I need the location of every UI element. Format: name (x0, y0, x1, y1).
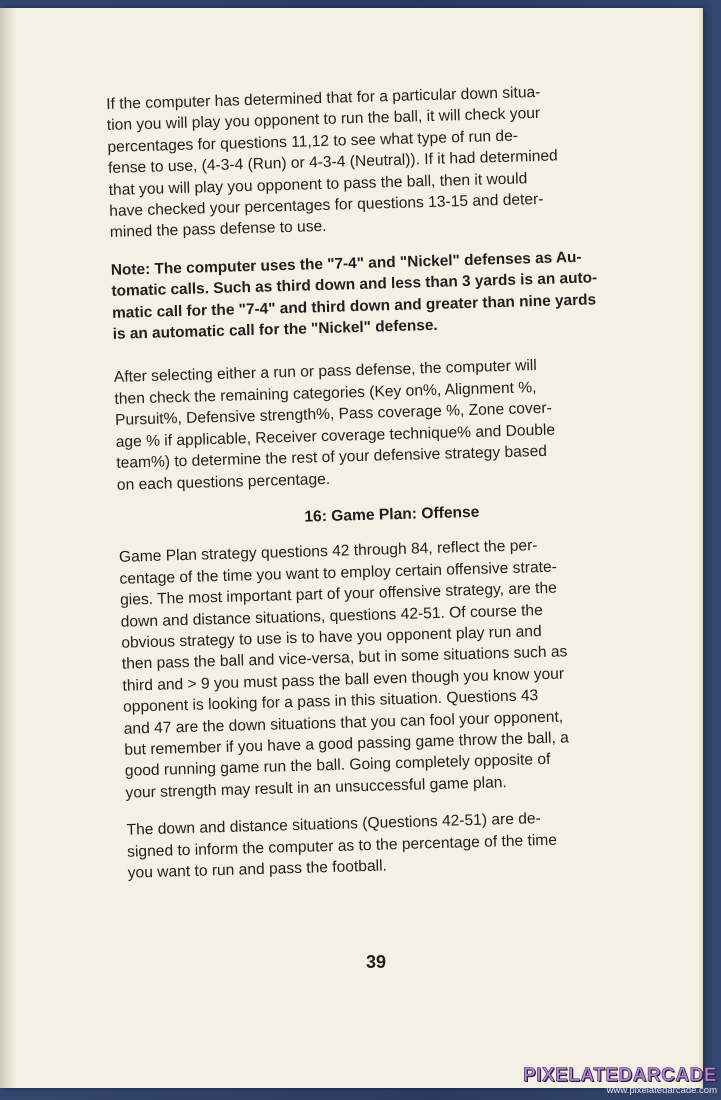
page-number: 39 (366, 952, 387, 972)
page-body (106, 80, 646, 901)
watermark-brand: PIXELATEDARCADE (523, 1065, 717, 1086)
watermark (523, 1065, 717, 1096)
watermark-url: www.pixelatedarcade.com (606, 1085, 717, 1096)
manual-page (0, 8, 703, 1088)
paragraph-down-distance: The down and distance situations (Questions 42-51) are de- signed to inform the computer as to the percentage of the time you want to run and pass the football. (126, 810, 558, 882)
binding-gutter (0, 8, 16, 1088)
section-heading: 16: Game Plan: Offense (304, 503, 480, 526)
note-automatic-calls: Note: The computer uses the "7-4" and "Nickel" defenses as Au- tomatic calls. Such as third down and less than 3 yards is an auto- matic call for the "7-4" and third down and greater than nine yards is an automatic call for the "Nickel" defense. (110, 248, 598, 343)
paragraph-remaining-categories: After selecting either a run or pass defense, the computer will then check the remaining categories (Key on%, Alignment %, Pursuit%, Defensive strength%, Pass coverage %, Zone cover- age % if applicable, Receiver coverage technique% and Double team%) to determine the rest of your defensive strategy based on each questions percentage. (113, 357, 556, 494)
paragraph-game-plan-strategy: Game Plan strategy questions 42 through 84, reflect the per- centage of the time you want to employ certain offensive strate- gies. The most important part of your offensive strategy, are the down and distance situations, questions 42-51. Of course the obvious strategy to use is to have you opponent play run and then pass the ball and vice-versa, but in some situations such as third and > 9 you must pass the ball even though you know your opponent is looking for a pass in this situation. Questions 43 and 47 are the down situations that you can fool your opponent, but remember if you have a good passing game throw the ball, a good running game run the ball. Going completely opposite of your strength may result in an unsuccessful game plan. (118, 537, 570, 802)
page-edge (698, 8, 703, 1088)
paragraph-run-pass-defense: If the computer has determined that for a particular down situa- tion you will play you opponent to run the ball, it will check your percentages for questions 11,12 to see what type of run de- fense to use, (4-3-4 (Run) or 4-3-4 (Neutral)). If it had determined that you will play you opponent to pass the ball, then it would have checked your percentages for questions 13-15 and deter- mined the pass defense to use. (106, 83, 558, 242)
